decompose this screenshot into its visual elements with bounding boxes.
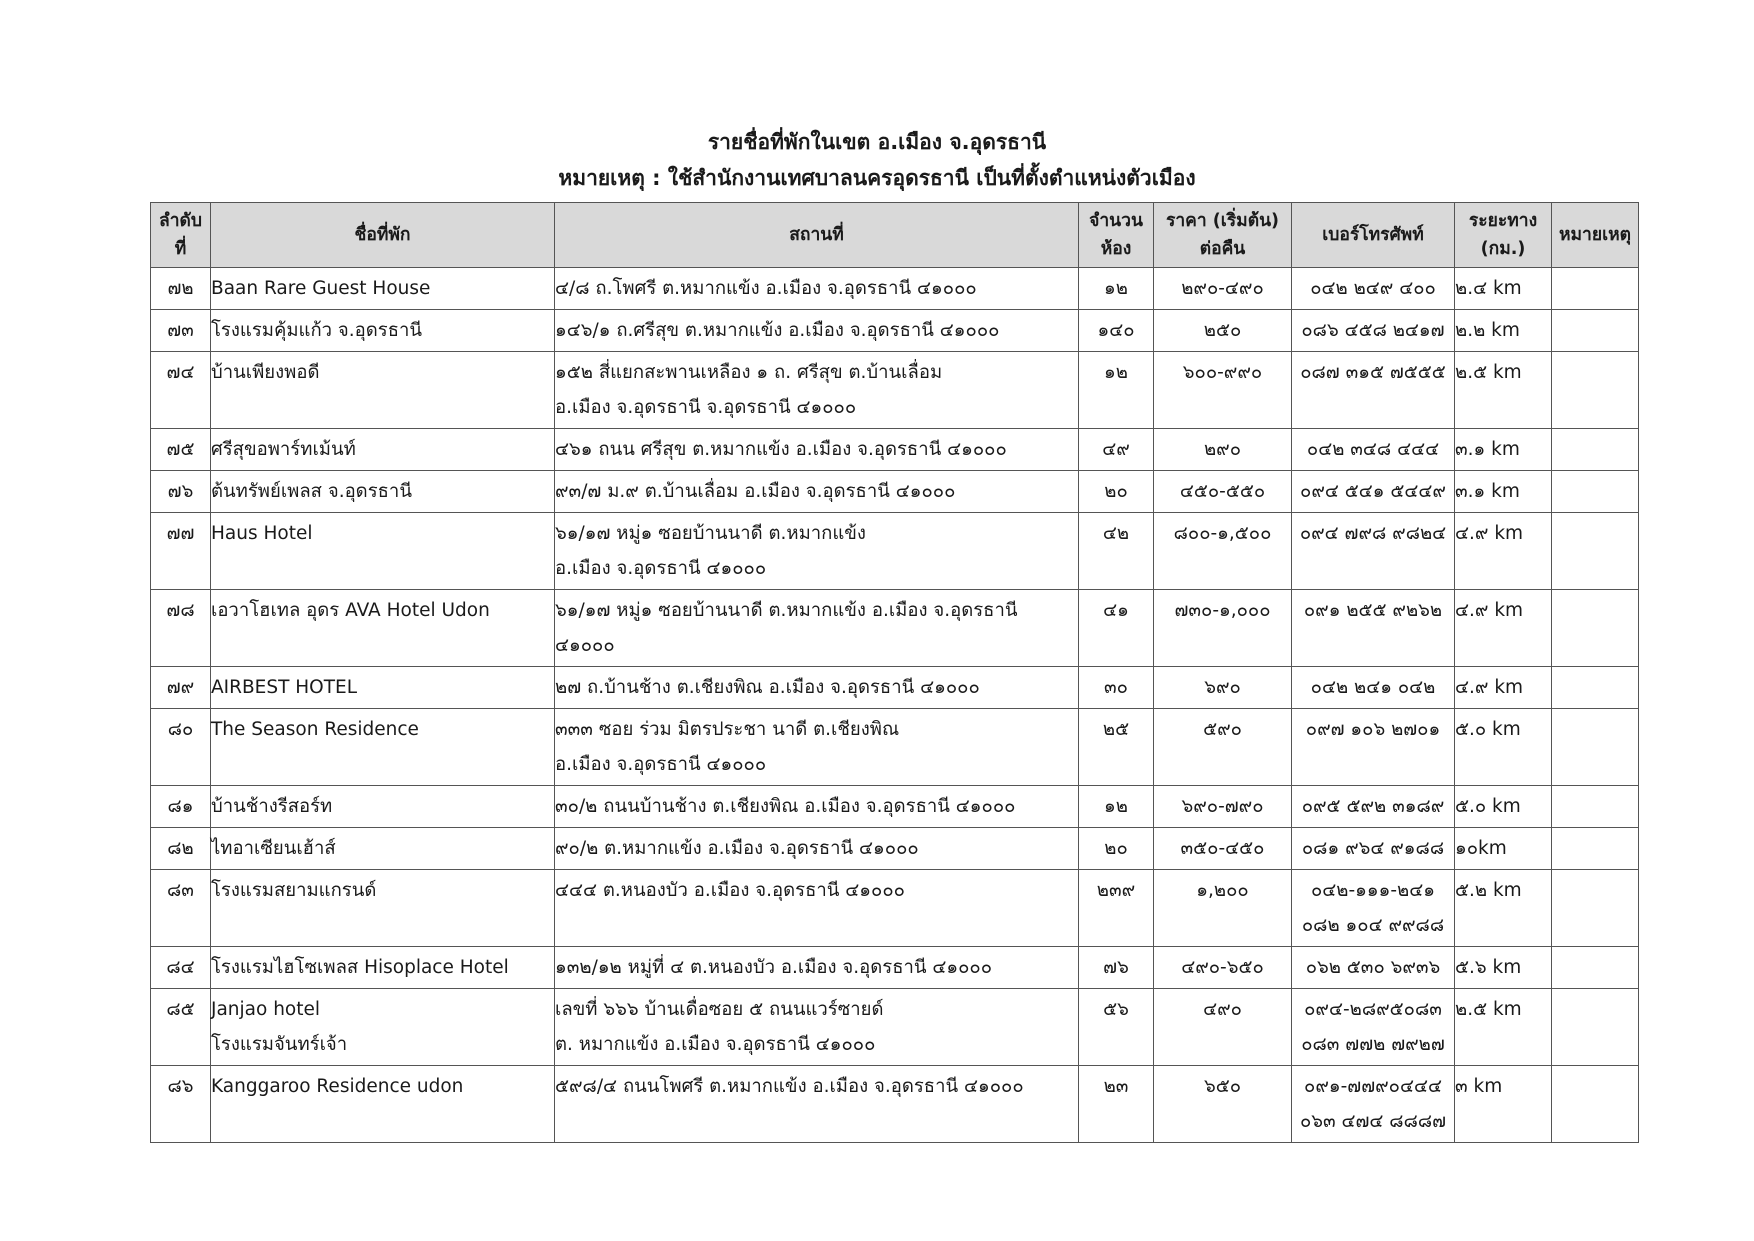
cell-note bbox=[1552, 828, 1639, 870]
cell-rooms: ๑๒ bbox=[1079, 268, 1154, 310]
cell-phone-line: ๐๙๔ ๕๔๑ ๕๔๔๙ bbox=[1300, 481, 1446, 502]
cell-phone-line: ๐๔๒ ๒๔๑ ๐๔๒ bbox=[1310, 677, 1436, 698]
cell-address-line: ๑๓๒/๑๒ หมู่ที่ ๔ ต.หนองบัว อ.เมือง จ.อุดรธานี ๔๑๐๐๐ bbox=[555, 957, 993, 978]
cell-address bbox=[555, 429, 1079, 471]
cell-address-line: ๙๓/๗ ม.๙ ต.บ้านเลื่อม อ.เมือง จ.อุดรธานี ๔๑๐๐๐ bbox=[555, 481, 956, 502]
table-row bbox=[151, 590, 1639, 667]
table-row bbox=[151, 513, 1639, 590]
cell-name bbox=[211, 947, 555, 989]
cell-phone-line: ๐๙๑-๗๗๙๐๔๔๔ bbox=[1304, 1076, 1442, 1097]
table-row bbox=[151, 429, 1639, 471]
cell-no: ๗๔ bbox=[151, 352, 211, 429]
page-title: รายชื่อที่พักในเขต อ.เมือง จ.อุดรธานี bbox=[707, 130, 1047, 154]
cell-no: ๗๗ bbox=[151, 513, 211, 590]
cell-phone bbox=[1292, 870, 1455, 947]
table-row bbox=[151, 310, 1639, 352]
cell-phone bbox=[1292, 947, 1455, 989]
cell-phone bbox=[1292, 310, 1455, 352]
cell-price: ๑,๒๐๐ bbox=[1154, 870, 1292, 947]
header-rooms: จำนวน ห้อง bbox=[1079, 203, 1154, 268]
cell-price: ๒๕๐ bbox=[1154, 310, 1292, 352]
cell-name-line: Haus Hotel bbox=[211, 523, 313, 544]
cell-note bbox=[1552, 947, 1639, 989]
cell-phone-line: ๐๙๗ ๑๐๖ ๒๗๐๑ bbox=[1305, 719, 1441, 740]
cell-no: ๗๙ bbox=[151, 667, 211, 709]
header-phone: เบอร์โทรศัพท์ bbox=[1292, 203, 1455, 268]
cell-name-line: Kanggaroo Residence udon bbox=[211, 1076, 464, 1097]
cell-distance: ๒.๕ km bbox=[1455, 352, 1552, 429]
cell-phone bbox=[1292, 590, 1455, 667]
cell-price: ๒๙๐-๔๙๐ bbox=[1154, 268, 1292, 310]
cell-distance: ๓.๑ km bbox=[1455, 429, 1552, 471]
cell-address bbox=[555, 310, 1079, 352]
cell-price: ๓๕๐-๔๕๐ bbox=[1154, 828, 1292, 870]
cell-phone-line: ๐๖๒ ๕๓๐ ๖๙๓๖ bbox=[1305, 957, 1441, 978]
cell-name-line: เอวาโฮเทล อุดร AVA Hotel Udon bbox=[211, 600, 490, 621]
cell-name-line: AIRBEST HOTEL bbox=[211, 677, 358, 698]
cell-distance: ๑๐km bbox=[1455, 828, 1552, 870]
cell-address-line: เลขที่ ๖๖๖ บ้านเดื่อซอย ๕ ถนนแวร์ซายด์ bbox=[555, 999, 884, 1020]
cell-address bbox=[555, 268, 1079, 310]
cell-distance: ๕.๐ km bbox=[1455, 786, 1552, 828]
cell-address-line: อ.เมือง จ.อุดรธานี ๔๑๐๐๐ bbox=[555, 754, 767, 775]
table-header-row bbox=[151, 203, 1639, 268]
cell-phone-line: ๐๙๔ ๗๙๘ ๙๘๒๔ bbox=[1299, 523, 1447, 544]
page-subtitle: หมายเหตุ : ใช้สำนักงานเทศบาลนครอุดรธานี เป็นที่ตั้งตำแหน่งตัวเมือง bbox=[558, 166, 1196, 190]
cell-note bbox=[1552, 786, 1639, 828]
cell-distance: ๔.๙ km bbox=[1455, 667, 1552, 709]
cell-phone-line: ๐๘๖ ๔๕๘ ๒๔๑๗ bbox=[1301, 320, 1445, 341]
cell-price: ๖๙๐-๗๙๐ bbox=[1154, 786, 1292, 828]
cell-name bbox=[211, 828, 555, 870]
cell-phone-line: ๐๖๓ ๔๗๔ ๘๘๘๗ bbox=[1299, 1111, 1447, 1132]
cell-name bbox=[211, 471, 555, 513]
cell-no: ๘๕ bbox=[151, 989, 211, 1066]
cell-price: ๔๕๐-๕๕๐ bbox=[1154, 471, 1292, 513]
cell-price: ๔๙๐ bbox=[1154, 989, 1292, 1066]
cell-rooms: ๑๒ bbox=[1079, 352, 1154, 429]
cell-note bbox=[1552, 268, 1639, 310]
cell-rooms: ๓๐ bbox=[1079, 667, 1154, 709]
cell-note bbox=[1552, 429, 1639, 471]
cell-name bbox=[211, 870, 555, 947]
cell-name-line: โรงแรมสยามแกรนด์ bbox=[211, 880, 377, 901]
cell-rooms: ๒๐ bbox=[1079, 471, 1154, 513]
cell-note bbox=[1552, 709, 1639, 786]
cell-name-line: ศรีสุขอพาร์ทเม้นท์ bbox=[211, 439, 356, 460]
cell-name bbox=[211, 989, 555, 1066]
cell-note bbox=[1552, 352, 1639, 429]
cell-phone bbox=[1292, 471, 1455, 513]
cell-phone bbox=[1292, 786, 1455, 828]
cell-rooms: ๒๓๙ bbox=[1079, 870, 1154, 947]
cell-rooms: ๑๒ bbox=[1079, 786, 1154, 828]
cell-address-line: ๔๖๑ ถนน ศรีสุข ต.หมากแข้ง อ.เมือง จ.อุดรธานี ๔๑๐๐๐ bbox=[555, 439, 1007, 460]
cell-address-line: ๔/๘ ถ.โพศรี ต.หมากแข้ง อ.เมือง จ.อุดรธานี ๔๑๐๐๐ bbox=[555, 278, 977, 299]
cell-address bbox=[555, 590, 1079, 667]
cell-price: ๗๓๐-๑,๐๐๐ bbox=[1154, 590, 1292, 667]
cell-name-line: ไทอาเซียนเฮ้าส์ bbox=[211, 838, 336, 859]
cell-price: ๒๙๐ bbox=[1154, 429, 1292, 471]
cell-name bbox=[211, 352, 555, 429]
cell-address bbox=[555, 1066, 1079, 1143]
cell-name-line: บ้านช้างรีสอร์ท bbox=[211, 796, 333, 817]
cell-distance: ๕.๖ km bbox=[1455, 947, 1552, 989]
cell-name bbox=[211, 268, 555, 310]
cell-address bbox=[555, 870, 1079, 947]
cell-phone-line: ๐๘๓ ๗๗๒ ๗๙๒๗ bbox=[1301, 1034, 1445, 1055]
cell-rooms: ๔๑ bbox=[1079, 590, 1154, 667]
cell-address-line: อ.เมือง จ.อุดรธานี ๔๑๐๐๐ bbox=[555, 558, 767, 579]
cell-no: ๗๖ bbox=[151, 471, 211, 513]
cell-price: ๕๙๐ bbox=[1154, 709, 1292, 786]
cell-name-line: บ้านเพียงพอดี bbox=[211, 362, 320, 383]
cell-rooms: ๑๔๐ bbox=[1079, 310, 1154, 352]
table-row bbox=[151, 709, 1639, 786]
cell-name bbox=[211, 429, 555, 471]
cell-distance: ๒.๔ km bbox=[1455, 268, 1552, 310]
cell-distance: ๒.๒ km bbox=[1455, 310, 1552, 352]
cell-address-line: ๔๔๔ ต.หนองบัว อ.เมือง จ.อุดรธานี ๔๑๐๐๐ bbox=[555, 880, 905, 901]
cell-phone bbox=[1292, 1066, 1455, 1143]
cell-address bbox=[555, 513, 1079, 590]
header-price: ราคา (เริ่มต้น) ต่อคืน bbox=[1154, 203, 1292, 268]
cell-no: ๘๒ bbox=[151, 828, 211, 870]
cell-name bbox=[211, 709, 555, 786]
cell-address bbox=[555, 709, 1079, 786]
cell-address-line: ต. หมากแข้ง อ.เมือง จ.อุดรธานี ๔๑๐๐๐ bbox=[555, 1034, 876, 1055]
cell-rooms: ๒๕ bbox=[1079, 709, 1154, 786]
table-row bbox=[151, 268, 1639, 310]
header-note: หมายเหตุ bbox=[1552, 203, 1639, 268]
cell-no: ๘๐ bbox=[151, 709, 211, 786]
cell-rooms: ๒๐ bbox=[1079, 828, 1154, 870]
cell-distance: ๓.๑ km bbox=[1455, 471, 1552, 513]
cell-phone bbox=[1292, 828, 1455, 870]
cell-price: ๔๙๐-๖๕๐ bbox=[1154, 947, 1292, 989]
table-row bbox=[151, 870, 1639, 947]
cell-address bbox=[555, 786, 1079, 828]
cell-distance: ๔.๙ km bbox=[1455, 590, 1552, 667]
cell-name bbox=[211, 590, 555, 667]
cell-phone-line: ๐๙๕ ๕๙๒ ๓๑๘๙ bbox=[1301, 796, 1445, 817]
cell-no: ๗๒ bbox=[151, 268, 211, 310]
cell-address bbox=[555, 352, 1079, 429]
lodging-table bbox=[150, 202, 1639, 1143]
cell-name-line: โรงแรมจันทร์เจ้า bbox=[211, 1034, 348, 1055]
cell-distance: ๕.๒ km bbox=[1455, 870, 1552, 947]
header-no: ลำดับ ที่ bbox=[151, 203, 211, 268]
cell-name bbox=[211, 513, 555, 590]
cell-price: ๖๐๐-๙๙๐ bbox=[1154, 352, 1292, 429]
cell-phone-line: ๐๔๒-๑๑๑-๒๔๑ bbox=[1310, 880, 1435, 901]
cell-distance: ๓ km bbox=[1455, 1066, 1552, 1143]
cell-address bbox=[555, 471, 1079, 513]
cell-distance: ๕.๐ km bbox=[1455, 709, 1552, 786]
cell-address-line: ๓๐/๒ ถนนบ้านช้าง ต.เชียงพิณ อ.เมือง จ.อุดรธานี ๔๑๐๐๐ bbox=[555, 796, 1016, 817]
cell-phone-line: ๐๘๒ ๑๐๔ ๙๙๘๘ bbox=[1301, 915, 1445, 936]
cell-no: ๗๘ bbox=[151, 590, 211, 667]
cell-address bbox=[555, 947, 1079, 989]
cell-note bbox=[1552, 513, 1639, 590]
cell-name-line: ต้นทรัพย์เพลส จ.อุดรธานี bbox=[211, 481, 412, 502]
cell-phone-line: ๐๔๒ ๓๔๘ ๔๔๔ bbox=[1306, 439, 1440, 460]
cell-phone bbox=[1292, 667, 1455, 709]
cell-no: ๘๑ bbox=[151, 786, 211, 828]
cell-name bbox=[211, 667, 555, 709]
cell-address-line: ๑๕๒ สี่แยกสะพานเหลือง ๑ ถ. ศรีสุข ต.บ้านเลื่อม bbox=[555, 362, 943, 383]
cell-address-line: ๔๑๐๐๐ bbox=[555, 635, 615, 656]
cell-note bbox=[1552, 310, 1639, 352]
cell-name bbox=[211, 1066, 555, 1143]
cell-note bbox=[1552, 590, 1639, 667]
cell-rooms: ๒๓ bbox=[1079, 1066, 1154, 1143]
cell-note bbox=[1552, 1066, 1639, 1143]
cell-address bbox=[555, 989, 1079, 1066]
cell-phone bbox=[1292, 513, 1455, 590]
cell-rooms: ๔๒ bbox=[1079, 513, 1154, 590]
cell-phone bbox=[1292, 709, 1455, 786]
cell-address-line: ๖๑/๑๗ หมู่๑ ซอยบ้านนาดี ต.หมากแข้ง อ.เมือง จ.อุดรธานี bbox=[555, 600, 1018, 621]
cell-name bbox=[211, 310, 555, 352]
table-row bbox=[151, 352, 1639, 429]
cell-phone-line: ๐๙๔-๒๘๙๕๐๘๓ bbox=[1304, 999, 1442, 1020]
cell-address-line: ๒๗ ถ.บ้านช้าง ต.เชียงพิณ อ.เมือง จ.อุดรธานี ๔๑๐๐๐ bbox=[555, 677, 980, 698]
cell-rooms: ๗๖ bbox=[1079, 947, 1154, 989]
cell-price: ๖๙๐ bbox=[1154, 667, 1292, 709]
header-address: สถานที่ bbox=[555, 203, 1079, 268]
cell-address-line: ๓๓๓ ซอย ร่วม มิตรประชา นาดี ต.เชียงพิณ bbox=[555, 719, 900, 740]
header-name: ชื่อที่พัก bbox=[211, 203, 555, 268]
cell-name-line: โรงแรมคุ้มแก้ว จ.อุดรธานี bbox=[211, 320, 423, 341]
table-row bbox=[151, 471, 1639, 513]
cell-price: ๘๐๐-๑,๕๐๐ bbox=[1154, 513, 1292, 590]
cell-distance: ๒.๕ km bbox=[1455, 989, 1552, 1066]
cell-address-line: ๙๐/๒ ต.หมากแข้ง อ.เมือง จ.อุดรธานี ๔๑๐๐๐ bbox=[555, 838, 919, 859]
cell-note bbox=[1552, 471, 1639, 513]
cell-no: ๘๖ bbox=[151, 1066, 211, 1143]
cell-phone bbox=[1292, 429, 1455, 471]
header-distance: ระยะทาง (กม.) bbox=[1455, 203, 1552, 268]
table-row bbox=[151, 947, 1639, 989]
cell-rooms: ๕๖ bbox=[1079, 989, 1154, 1066]
cell-address bbox=[555, 667, 1079, 709]
cell-phone bbox=[1292, 989, 1455, 1066]
cell-no: ๘๔ bbox=[151, 947, 211, 989]
cell-note bbox=[1552, 667, 1639, 709]
table-row bbox=[151, 1066, 1639, 1143]
cell-note bbox=[1552, 870, 1639, 947]
cell-phone-line: ๐๔๒ ๒๔๙ ๔๐๐ bbox=[1310, 278, 1436, 299]
cell-name-line: โรงแรมไฮโซเพลส Hisoplace Hotel bbox=[211, 957, 509, 978]
cell-rooms: ๔๙ bbox=[1079, 429, 1154, 471]
cell-no: ๘๓ bbox=[151, 870, 211, 947]
cell-address-line: ๕๙๘/๔ ถนนโพศรี ต.หมากแข้ง อ.เมือง จ.อุดรธานี ๔๑๐๐๐ bbox=[555, 1076, 1024, 1097]
cell-phone-line: ๐๘๗ ๓๑๕ ๗๕๕๕ bbox=[1300, 362, 1446, 383]
cell-name-line: Janjao hotel bbox=[211, 999, 321, 1020]
cell-phone-line: ๐๙๑ ๒๕๕ ๙๒๖๒ bbox=[1303, 600, 1443, 621]
cell-name-line: Baan Rare Guest House bbox=[211, 278, 431, 299]
cell-name-line: The Season Residence bbox=[211, 719, 419, 740]
cell-no: ๗๓ bbox=[151, 310, 211, 352]
table-row bbox=[151, 989, 1639, 1066]
cell-address bbox=[555, 828, 1079, 870]
table-row bbox=[151, 667, 1639, 709]
cell-name bbox=[211, 786, 555, 828]
cell-note bbox=[1552, 989, 1639, 1066]
table-row bbox=[151, 828, 1639, 870]
table-body bbox=[151, 268, 1639, 1143]
cell-no: ๗๕ bbox=[151, 429, 211, 471]
cell-phone bbox=[1292, 352, 1455, 429]
cell-distance: ๔.๙ km bbox=[1455, 513, 1552, 590]
table-row bbox=[151, 786, 1639, 828]
cell-address-line: อ.เมือง จ.อุดรธานี จ.อุดรธานี ๔๑๐๐๐ bbox=[555, 397, 857, 418]
cell-phone bbox=[1292, 268, 1455, 310]
cell-phone-line: ๐๘๑ ๙๖๔ ๙๑๘๘ bbox=[1301, 838, 1445, 859]
cell-address-line: ๑๔๖/๑ ถ.ศรีสุข ต.หมากแข้ง อ.เมือง จ.อุดรธานี ๔๑๐๐๐ bbox=[555, 320, 1000, 341]
cell-price: ๖๕๐ bbox=[1154, 1066, 1292, 1143]
cell-address-line: ๖๑/๑๗ หมู่๑ ซอยบ้านนาดี ต.หมากแข้ง bbox=[555, 523, 866, 544]
